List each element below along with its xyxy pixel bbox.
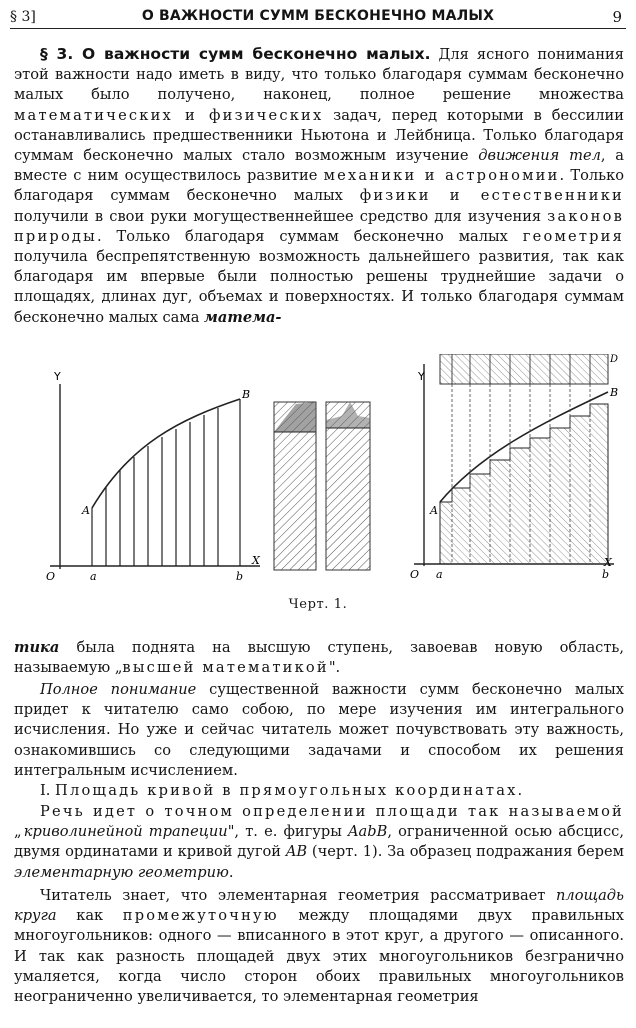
label-o: O	[46, 570, 56, 583]
section-heading: § 3. О важности сумм бесконечно малых.	[40, 45, 431, 63]
text-run: между площадями двух правильных многоугольников: одного — вписанного в этот круг, а другого — описанного. И так как разность площадей двух этих многоугольников безгранично умаляется, когда число сторон обоих правильных многоугольников неограниченно увеличивается, то элементарная геометрия	[14, 907, 624, 1006]
strip-detail-1	[274, 402, 316, 570]
italic-text: Полное понимание	[40, 681, 197, 698]
right-diagram	[410, 354, 618, 581]
paragraph-subheading	[14, 781, 624, 801]
label-B: B	[242, 388, 251, 401]
strip-detail-2	[326, 402, 370, 570]
label-y: Y	[418, 370, 425, 383]
label-o: O	[410, 568, 420, 581]
label-b: b	[236, 570, 244, 583]
text-run: Читатель знает, что элементарная геометрия рассматривает	[40, 887, 557, 904]
ordinates	[92, 399, 240, 566]
spaced-text: геометрия	[522, 227, 624, 245]
label-x: X	[604, 556, 612, 569]
paragraph-section-3	[14, 44, 624, 328]
label-A: A	[430, 504, 438, 517]
spaced-text: законов природы	[14, 207, 624, 245]
label-D: D	[610, 354, 619, 365]
label-a: a	[90, 570, 97, 583]
text-run: I.	[40, 782, 56, 799]
italic-text: площадь круга	[14, 887, 624, 925]
text-run: получила беспрепятственную возможность дальнейшего развития, так как благодаря им впервые были полностью решены труднейшие задачи о площадях, длинах дуг, объемах и поверхностях. И только благодаря суммам бесконечно малых сама	[14, 248, 624, 326]
italic-text: элементарную геометрию	[14, 863, 229, 881]
spaced-text: промежуточную	[122, 907, 279, 925]
spaced-text: математических и физических	[14, 106, 324, 124]
spaced-text: механики и астрономии	[323, 167, 560, 185]
text-run: . Только благодаря суммам бесконечно малых	[96, 227, 523, 245]
paragraph-continuation	[14, 638, 624, 678]
text-run: существенной важности сумм бесконечно малых придет к читателю само собою, по мере изучения им интегрального исчисления. Но уже и сейчас читатель может почувствовать эту важность, ознакомившись со следующими задачами и способом их решения интегральным исчислением.	[14, 681, 624, 779]
running-title: О ВАЖНОСТИ СУММ БЕСКОНЕЧНО МАЛЫХ	[141, 8, 495, 24]
spaced-text: Речь идет о точном определении площади так называемой „	[14, 803, 624, 841]
text-run: (черт. 1). За образец подражания берем	[307, 843, 624, 861]
paragraph-understanding	[14, 680, 624, 781]
spaced-text: физики и естественники	[359, 187, 624, 205]
italic-text: криволинейной трапеции	[23, 823, 228, 841]
text-run: , а вместе с ним осуществилось развитие	[14, 147, 624, 185]
text-run: . Только благодаря суммам бесконечно малых	[14, 167, 624, 205]
left-diagram	[46, 370, 261, 583]
text-run: ".	[328, 659, 341, 677]
figure-1	[30, 354, 620, 592]
italic-text: AB	[285, 843, 308, 861]
italic-text: движения тел	[478, 147, 601, 165]
italic-text: AabB	[348, 823, 388, 841]
section-ref: § 3]	[10, 9, 36, 25]
text-run: , ограниченной осью абсцисс, двумя ординатами и кривой дугой	[14, 823, 624, 861]
running-header	[10, 6, 626, 29]
text-run: задач, перед которыми в бессилии останавливались предшественники Ньютона и Лейбница. Только благодаря суммам бесконечно малых стало возможным изучение	[14, 106, 624, 165]
italic-text: матема-	[204, 308, 282, 326]
text-run: получили в свои руки могущественнейшее средство для изучения	[14, 207, 548, 225]
page-number: 9	[612, 8, 622, 26]
label-x: X	[252, 554, 260, 567]
spaced-text: высшей математикой	[122, 659, 329, 677]
text-run: .	[228, 863, 234, 881]
label-A: A	[82, 504, 90, 517]
label-a: a	[436, 568, 443, 581]
word-tail: тика	[14, 639, 60, 656]
figure-caption: Черт. 1.	[288, 597, 348, 612]
label-b: b	[602, 568, 610, 581]
paragraph-circle	[14, 886, 624, 1007]
label-y: Y	[54, 370, 61, 383]
label-B: B	[610, 386, 619, 399]
subsection-heading: Площадь кривой в прямоугольных координатах.	[55, 782, 525, 799]
paragraph-trapezoid	[14, 802, 624, 883]
text-run: как	[56, 907, 123, 925]
text-run: ", т. е. фигуры	[227, 823, 349, 841]
text-run: была поднята на высшую ступень, завоевав новую область, называемую „	[14, 639, 625, 677]
text-run: Для ясного понимания этой важности надо иметь в виду, что только благодаря суммам бесконечно малых было получено, наконец, полное решение множества	[14, 46, 624, 104]
